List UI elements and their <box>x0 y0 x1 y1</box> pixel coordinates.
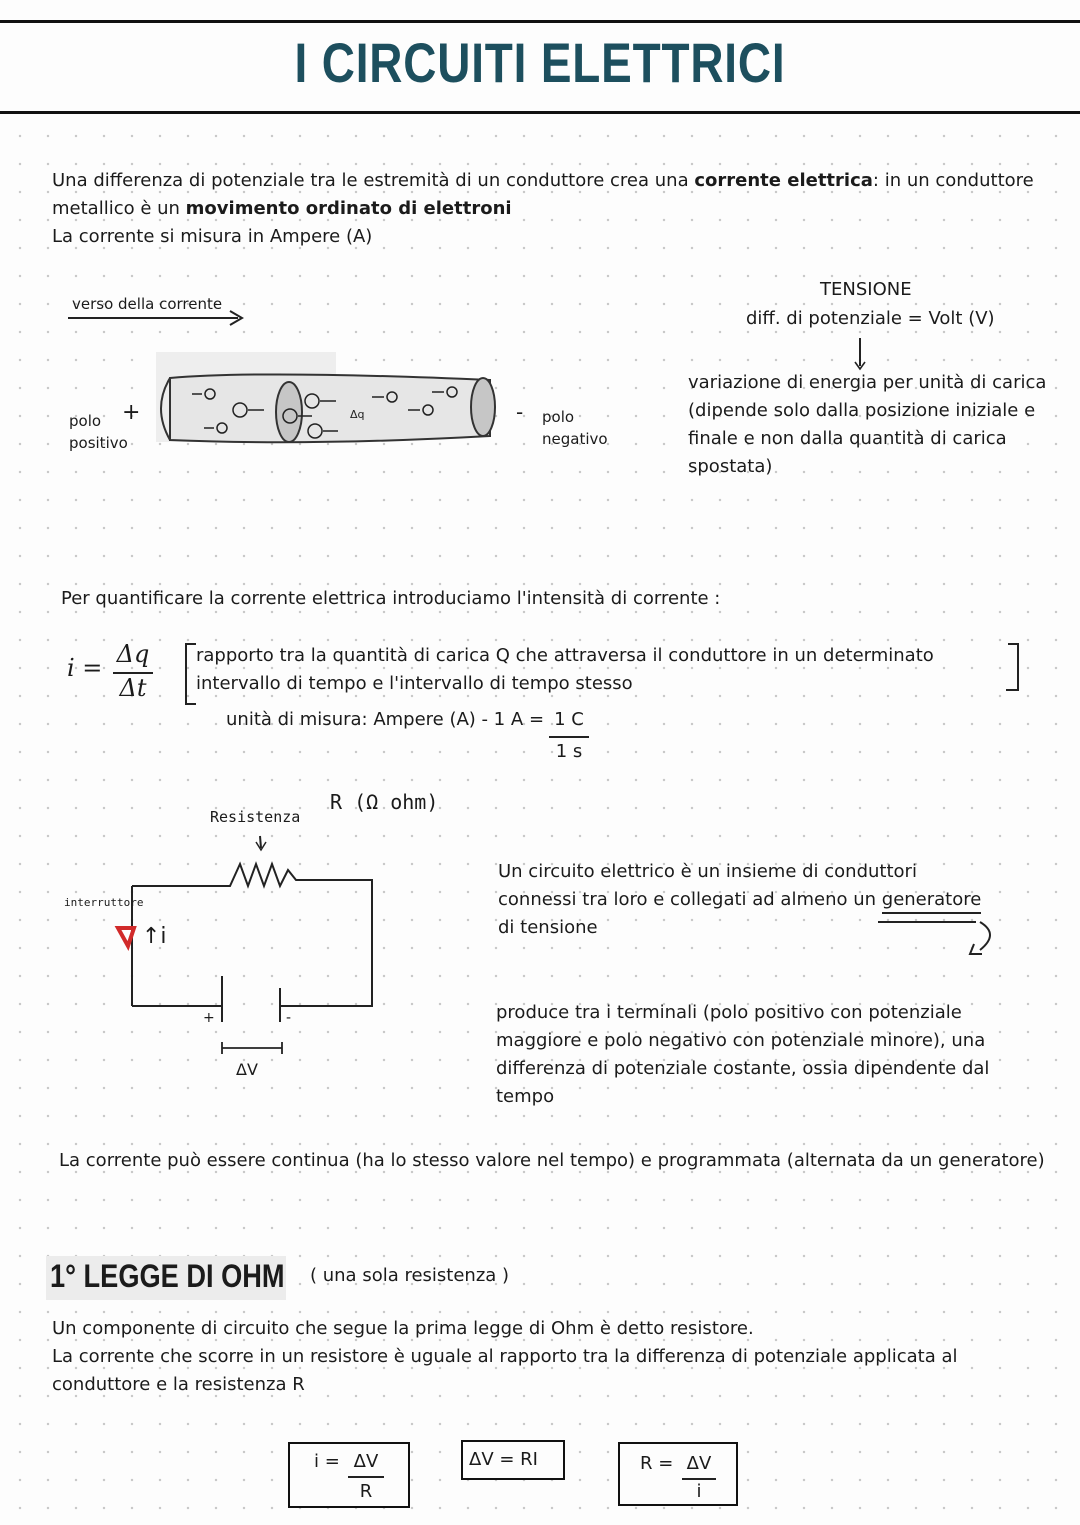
intensity-desc-line: rapporto tra la quantità di carica Q che attraversa il conduttore in un determinato <box>196 645 934 666</box>
f3-numerator: ΔV <box>682 1450 716 1480</box>
intro-text: metallico è un <box>52 198 186 219</box>
intensity-definition <box>196 642 996 698</box>
ohm-line: La corrente che scorre in un resistore è uguale al rapporto tra la differenza di potenziale applicata al <box>52 1346 958 1367</box>
battery-symbol <box>222 976 280 1022</box>
f1-denominator: R <box>359 1481 373 1502</box>
f3-denominator: i <box>696 1481 702 1502</box>
tension-desc-line: finale e non dalla quantità di carica <box>688 428 1007 449</box>
tension-desc-line: variazione di energia per unità di carica <box>688 372 1047 393</box>
intro-bold-current: corrente elettrica <box>694 170 873 191</box>
circuit-wires <box>132 836 372 1006</box>
ohm-formula-voltage <box>461 1440 565 1480</box>
circuit-line <box>498 886 1058 914</box>
formula-denominator: Δt <box>113 672 153 702</box>
intro-line-1 <box>52 167 1052 195</box>
ohm-formula-resistance <box>618 1442 738 1506</box>
negative-pole-label <box>542 406 608 450</box>
dv-span-marker <box>222 1042 282 1054</box>
formula-numerator: Δq <box>116 640 150 668</box>
f3-lhs: R = <box>640 1453 674 1474</box>
generator-curved-arrow <box>876 914 1006 962</box>
positive-pole-word: polo <box>69 412 102 430</box>
intro-line-2 <box>52 195 1052 223</box>
page-title: I CIRCUITI ELETTRICI <box>294 31 786 94</box>
negative-pole-word: polo <box>542 408 575 426</box>
current-types: La corrente può essere continua (ha lo stesso valore nel tempo) e programmata (alternata da un generatore) <box>59 1150 1045 1171</box>
formula-lhs: i = <box>67 654 103 682</box>
unit-denominator: 1 s <box>549 736 589 766</box>
unit-numerator: 1 C <box>554 709 584 730</box>
intensity-desc-line: intervallo di tempo e l'intervallo di tempo stesso <box>196 673 633 694</box>
dv-label: ΔV <box>236 1060 258 1079</box>
tension-heading: TENSIONE <box>820 279 912 300</box>
ohm-formula-current <box>288 1442 410 1508</box>
tension-definition: diff. di potenziale = Volt (V) <box>746 308 995 329</box>
circuit-line: di tensione <box>498 917 598 938</box>
intro-bold-electrons: movimento ordinato di elettroni <box>185 198 512 219</box>
intensity-intro: Per quantificare la corrente elettrica introduciamo l'intensità di corrente : <box>61 588 721 609</box>
circuit-line: Un circuito elettrico è un insieme di conduttori <box>498 861 917 882</box>
current-arrow-label: ↑i <box>142 924 167 949</box>
intro-line-3: La corrente si misura in Ampere (A) <box>52 226 373 247</box>
tension-desc-line: (dipende solo dalla posizione iniziale e <box>688 400 1036 421</box>
intro-paragraph <box>52 167 1052 251</box>
negative-pole-word2: negativo <box>542 430 608 448</box>
f1-numerator: ΔV <box>348 1448 384 1478</box>
ohm-note: ( una sola resistenza ) <box>310 1265 510 1286</box>
tension-desc-line: spostata) <box>688 456 773 477</box>
current-direction-label: verso della corrente <box>72 295 223 313</box>
intro-text: : in un conduttore <box>872 170 1034 191</box>
plus-sign: + <box>122 400 141 425</box>
generator-line: maggiore e polo negativo con potenziale minore), una <box>496 1030 986 1051</box>
ohm-line: Un componente di circuito che segue la prima legge di Ohm è detto resistore. <box>52 1318 754 1339</box>
ohm-line: conduttore e la resistenza R <box>52 1374 305 1395</box>
generator-line: differenza di potenziale costante, ossia dipendente dal <box>496 1058 990 1079</box>
switch-label: interruttore <box>64 896 144 909</box>
positive-pole-label <box>69 410 128 454</box>
generator-line: tempo <box>496 1086 555 1107</box>
resistance-label: Resistenza <box>210 808 301 826</box>
dq-label: Δq <box>350 408 365 421</box>
intro-text: Una differenza di potenziale tra le estremità di un conduttore crea una <box>52 170 695 191</box>
minus-sign: - <box>516 400 524 424</box>
positive-pole-word2: positivo <box>69 434 128 452</box>
direction-arrow <box>68 311 242 325</box>
battery-plus: + <box>203 1010 215 1026</box>
tension-description <box>688 369 1068 481</box>
generator-line: produce tra i terminali (polo positivo con potenziale <box>496 1002 962 1023</box>
resistance-symbol: R (Ω ohm) <box>330 790 439 814</box>
generator-underlined: generatore <box>882 889 982 914</box>
f1-lhs: i = <box>314 1451 340 1472</box>
unit-of-measure: unità di misura: Ampere (A) - 1 A = <box>226 709 545 730</box>
f2-text: ΔV = RI <box>469 1449 538 1470</box>
ohm-heading: 1° LEGGE DI OHM <box>50 1258 285 1294</box>
circuit-text: connessi tra loro e collegati ad almeno un <box>498 889 882 910</box>
battery-minus: - <box>286 1010 292 1026</box>
ohm-description <box>52 1315 1062 1399</box>
generator-description <box>496 999 1066 1111</box>
